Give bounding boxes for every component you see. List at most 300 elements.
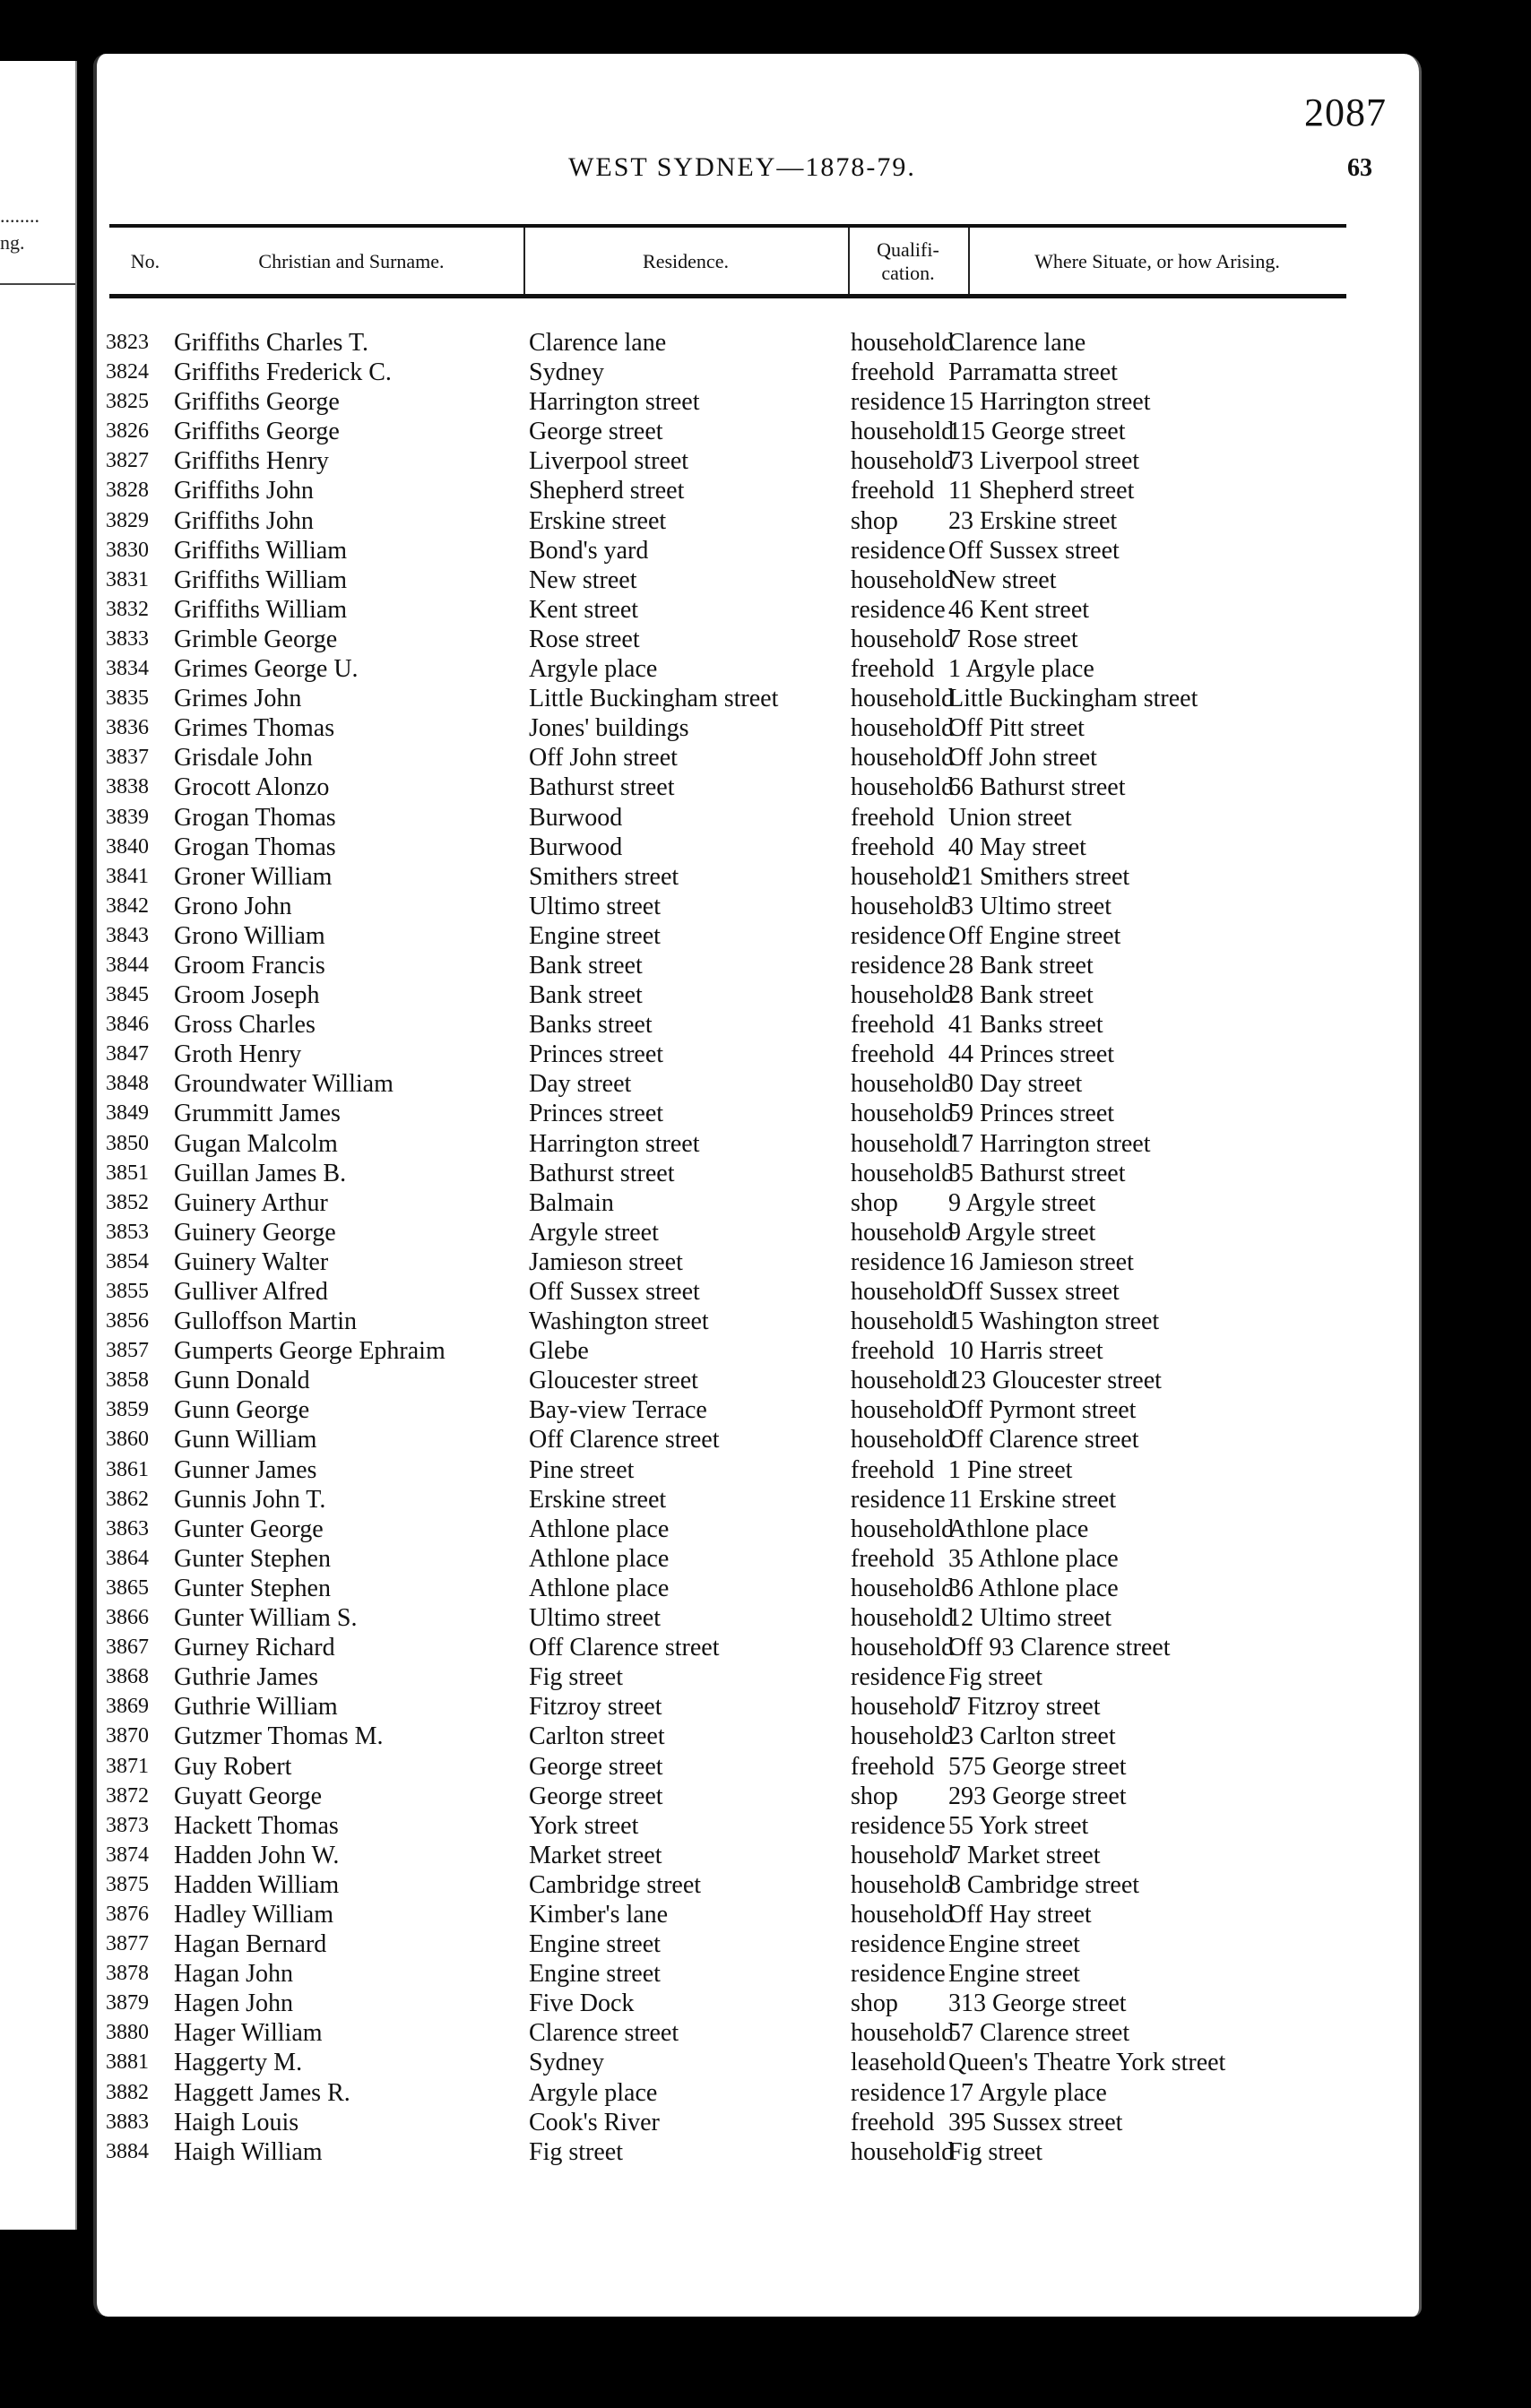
row-number: 3834 (106, 657, 149, 681)
column-header-residence: Residence. (643, 250, 729, 272)
row-residence: New street (529, 565, 637, 594)
table-row (97, 1395, 1419, 1425)
row-residence: Off Sussex street (529, 1278, 700, 1306)
row-where-situate: Off 93 Clarence street (948, 1634, 1171, 1662)
row-name: Groth Henry (174, 1040, 302, 1069)
row-number: 3862 (106, 1487, 149, 1511)
row-where-situate: 1 Argyle place (948, 655, 1094, 684)
row-qualification: household (851, 1722, 955, 1751)
header-rule-top (109, 224, 1346, 228)
row-qualification: freehold (851, 1040, 935, 1069)
row-number: 3878 (106, 1962, 149, 1986)
row-number: 3852 (106, 1190, 149, 1214)
row-residence: Off Clarence street (529, 1634, 720, 1662)
row-number: 3832 (106, 597, 149, 621)
table-row (97, 565, 1419, 595)
table-row (97, 1515, 1419, 1544)
row-residence: York street (529, 1811, 639, 1840)
table-row (97, 358, 1419, 387)
row-residence: Princes street (529, 1100, 664, 1128)
table-row (97, 1662, 1419, 1692)
row-where-situate: Off Pitt street (948, 714, 1085, 743)
row-where-situate: 36 Athlone place (948, 1574, 1119, 1602)
row-name: Gumperts George Ephraim (174, 1337, 445, 1366)
row-where-situate: 12 Ultimo street (948, 1604, 1111, 1633)
row-number: 3838 (106, 775, 149, 799)
row-qualification: household (851, 1574, 955, 1602)
row-where-situate: Off Clarence street (948, 1426, 1139, 1454)
row-qualification: household (851, 2019, 955, 2048)
row-name: Hager William (174, 2019, 323, 2048)
row-qualification: household (851, 418, 955, 446)
row-where-situate: 40 May street (948, 833, 1086, 861)
row-residence: Clarence lane (529, 329, 667, 357)
table-row (97, 1752, 1419, 1782)
row-number: 3829 (106, 508, 149, 532)
row-where-situate: 44 Princes street (948, 1040, 1115, 1069)
row-name: Grogan Thomas (174, 833, 336, 861)
row-where-situate: 395 Sussex street (948, 2108, 1123, 2136)
table-row (97, 833, 1419, 862)
row-number: 3860 (106, 1428, 149, 1452)
row-name: Hadden William (174, 1870, 340, 1899)
row-name: Grimes John (174, 685, 302, 713)
row-number: 3870 (106, 1724, 149, 1748)
row-residence: Market street (529, 1841, 662, 1869)
table-row (97, 1603, 1419, 1633)
row-residence: Glebe (529, 1337, 589, 1366)
row-where-situate: Engine street (948, 1930, 1080, 1959)
row-name: Grocott Alonzo (174, 773, 330, 802)
row-qualification: shop (851, 506, 898, 535)
row-number: 3851 (106, 1161, 149, 1185)
table-row (97, 743, 1419, 772)
column-header-qualification: Qualifi- cation. (877, 238, 939, 284)
row-name: Gunner James (174, 1455, 317, 1484)
row-where-situate: Queen's Theatre York street (948, 2049, 1226, 2077)
row-number: 3876 (106, 1902, 149, 1926)
row-qualification: freehold (851, 358, 935, 387)
row-residence: Shepherd street (529, 477, 685, 505)
table-row (97, 1870, 1419, 1900)
row-where-situate: 10 Harris street (948, 1337, 1103, 1366)
row-number: 3823 (106, 331, 149, 354)
row-qualification: household (851, 1693, 955, 1722)
row-number: 3875 (106, 1872, 149, 1896)
row-qualification: residence (851, 388, 946, 417)
row-qualification: shop (851, 1782, 898, 1810)
row-qualification: residence (851, 536, 946, 565)
row-qualification: residence (851, 1930, 946, 1959)
row-where-situate: Off Engine street (948, 921, 1121, 950)
row-name: Guy Robert (174, 1752, 292, 1781)
row-name: Griffiths George (174, 388, 340, 417)
table-row (97, 2048, 1419, 2077)
row-where-situate: Little Buckingham street (948, 685, 1198, 713)
table-row (97, 476, 1419, 505)
row-number: 3869 (106, 1695, 149, 1719)
row-residence: Fig street (529, 2137, 623, 2166)
table-row (97, 2108, 1419, 2137)
row-number: 3879 (106, 1991, 149, 2015)
row-residence: Bay-view Terrace (529, 1396, 707, 1425)
row-number: 3877 (106, 1932, 149, 1956)
table-row (97, 1159, 1419, 1188)
row-name: Gunnis John T. (174, 1485, 326, 1514)
header-rule-bottom (109, 294, 1346, 298)
row-qualification: household (851, 1070, 955, 1099)
row-where-situate: 23 Erskine street (948, 506, 1118, 535)
row-qualification: household (851, 1515, 955, 1543)
row-qualification: freehold (851, 1752, 935, 1781)
row-where-situate: 46 Kent street (948, 595, 1090, 624)
row-residence: Argyle place (529, 2078, 658, 2107)
row-number: 3880 (106, 2021, 149, 2045)
row-residence: George street (529, 1782, 663, 1810)
table-row (97, 506, 1419, 536)
row-qualification: household (851, 1841, 955, 1869)
row-residence: Burwood (529, 803, 623, 832)
table-row (97, 713, 1419, 743)
row-qualification: residence (851, 1811, 946, 1840)
table-row (97, 1218, 1419, 1247)
row-qualification: freehold (851, 833, 935, 861)
row-name: Grisdale John (174, 744, 313, 772)
row-name: Guyatt George (174, 1782, 323, 1810)
row-number: 3865 (106, 1575, 149, 1600)
row-where-situate: New street (948, 565, 1057, 594)
row-where-situate: Athlone place (948, 1515, 1089, 1543)
row-residence: Pine street (529, 1455, 635, 1484)
table-row (97, 1900, 1419, 1929)
row-qualification: shop (851, 1989, 898, 2018)
row-qualification: residence (851, 2078, 946, 2107)
row-qualification: household (851, 1604, 955, 1633)
row-name: Gunn George (174, 1396, 310, 1425)
row-where-situate: 123 Gloucester street (948, 1367, 1162, 1395)
row-number: 3873 (106, 1813, 149, 1837)
row-qualification: household (851, 1308, 955, 1336)
row-qualification: residence (851, 1485, 946, 1514)
row-number: 3843 (106, 923, 149, 947)
table-row (97, 1010, 1419, 1040)
row-name: Grogan Thomas (174, 803, 336, 832)
row-number: 3855 (106, 1280, 149, 1303)
row-where-situate: 35 Athlone place (948, 1544, 1119, 1573)
row-residence: Bond's yard (529, 536, 649, 565)
table-row (97, 1692, 1419, 1722)
row-qualification: household (851, 1634, 955, 1662)
row-qualification: freehold (851, 477, 935, 505)
left-page-fragment: ng. (0, 231, 25, 254)
row-number: 3871 (106, 1754, 149, 1778)
table-row (97, 1841, 1419, 1870)
table-row (97, 1336, 1419, 1366)
table-row (97, 328, 1419, 358)
row-residence: Kimber's lane (529, 1900, 669, 1929)
row-residence: Jones' buildings (529, 714, 689, 743)
table-row (97, 1069, 1419, 1099)
table-row (97, 772, 1419, 802)
row-number: 3864 (106, 1546, 149, 1570)
table-row (97, 1722, 1419, 1751)
row-where-situate: 293 George street (948, 1782, 1127, 1810)
row-number: 3856 (106, 1309, 149, 1333)
row-where-situate: 11 Shepherd street (948, 477, 1135, 505)
row-residence: Clarence street (529, 2019, 679, 2048)
table-row (97, 2137, 1419, 2167)
row-where-situate: 23 Carlton street (948, 1722, 1116, 1751)
table-row (97, 1929, 1419, 1959)
row-residence: Carlton street (529, 1722, 665, 1751)
row-name: Hadden John W. (174, 1841, 340, 1869)
row-where-situate: Engine street (948, 1960, 1080, 1989)
row-name: Griffiths George (174, 418, 340, 446)
row-name: Guinery Walter (174, 1247, 329, 1276)
row-residence: Engine street (529, 1960, 661, 1989)
row-where-situate: Off John street (948, 744, 1097, 772)
row-number: 3848 (106, 1072, 149, 1096)
row-where-situate: 30 Day street (948, 1070, 1083, 1099)
row-qualification: household (851, 714, 955, 743)
table-row (97, 892, 1419, 921)
row-name: Guthrie James (174, 1663, 318, 1692)
row-name: Gulliver Alfred (174, 1278, 328, 1306)
row-where-situate: 7 Fitzroy street (948, 1693, 1101, 1722)
row-where-situate: 115 George street (948, 418, 1126, 446)
table-row (97, 1425, 1419, 1454)
row-number: 3883 (106, 2110, 149, 2134)
row-where-situate: 8 Cambridge street (948, 1870, 1140, 1899)
left-page-fragment: ........ (0, 204, 39, 227)
row-where-situate: 17 Argyle place (948, 2078, 1107, 2107)
row-number: 3841 (106, 864, 149, 888)
row-number: 3824 (106, 360, 149, 384)
table-row (97, 2078, 1419, 2108)
row-residence: Sydney (529, 358, 604, 387)
row-name: Gugan Malcolm (174, 1129, 338, 1158)
table-row (97, 803, 1419, 833)
row-where-situate: 35 Bathurst street (948, 1159, 1126, 1187)
row-name: Groom Joseph (174, 981, 320, 1010)
row-number: 3850 (106, 1131, 149, 1155)
row-number: 3837 (106, 746, 149, 770)
row-residence: George street (529, 418, 663, 446)
row-where-situate: 21 Smithers street (948, 862, 1130, 891)
row-name: Gunn Donald (174, 1367, 310, 1395)
row-where-situate: 7 Market street (948, 1841, 1101, 1869)
row-name: Hackett Thomas (174, 1811, 339, 1840)
row-qualification: freehold (851, 1544, 935, 1573)
row-residence: Fitzroy street (529, 1693, 662, 1722)
row-number: 3859 (106, 1398, 149, 1422)
row-name: Groom Francis (174, 951, 325, 980)
row-residence: Athlone place (529, 1544, 670, 1573)
row-residence: Five Dock (529, 1989, 635, 2018)
row-number: 3854 (106, 1249, 149, 1273)
column-header-name: Christian and Surname. (258, 250, 445, 272)
row-qualification: freehold (851, 803, 935, 832)
row-name: Griffiths William (174, 536, 348, 565)
row-where-situate: 16 Jamieson street (948, 1247, 1134, 1276)
row-number: 3858 (106, 1368, 149, 1393)
row-name: Guinery Arthur (174, 1188, 328, 1217)
table-row (97, 1277, 1419, 1307)
row-qualification: household (851, 1426, 955, 1454)
row-where-situate: 57 Clarence street (948, 2019, 1130, 2048)
row-where-situate: Parramatta street (948, 358, 1118, 387)
row-residence: Sydney (529, 2049, 604, 2077)
row-number: 3857 (106, 1339, 149, 1363)
register-page (93, 54, 1422, 2317)
row-residence: Harrington street (529, 388, 700, 417)
page-number: 2087 (1304, 91, 1387, 134)
table-row (97, 1129, 1419, 1159)
row-residence: Ultimo street (529, 892, 661, 920)
table-row (97, 1959, 1419, 1989)
row-residence: Engine street (529, 921, 661, 950)
row-residence: Banks street (529, 1011, 653, 1040)
row-name: Gunter William S. (174, 1604, 358, 1633)
row-residence: Bathurst street (529, 1159, 675, 1187)
row-qualification: freehold (851, 1011, 935, 1040)
row-name: Haigh William (174, 2137, 323, 2166)
row-name: Griffiths William (174, 595, 348, 624)
row-number: 3842 (106, 893, 149, 918)
row-number: 3825 (106, 390, 149, 414)
table-row (97, 1811, 1419, 1841)
table-row (97, 417, 1419, 446)
row-name: Haigh Louis (174, 2108, 299, 2136)
row-where-situate: 41 Banks street (948, 1011, 1103, 1040)
row-name: Haggett James R. (174, 2078, 350, 2107)
table-row (97, 387, 1419, 417)
table-row (97, 446, 1419, 476)
row-residence: Smithers street (529, 862, 679, 891)
table-row (97, 1366, 1419, 1395)
row-number: 3833 (106, 626, 149, 651)
row-qualification: household (851, 685, 955, 713)
left-page-edge (0, 61, 77, 2230)
row-qualification: freehold (851, 1455, 935, 1484)
row-residence: Little Buckingham street (529, 685, 779, 713)
row-name: Grimes George U. (174, 655, 359, 684)
row-number: 3831 (106, 567, 149, 591)
row-name: Gunter Stephen (174, 1574, 331, 1602)
row-where-situate: 1 Pine street (948, 1455, 1073, 1484)
row-qualification: residence (851, 1960, 946, 1989)
row-qualification: household (851, 1870, 955, 1899)
row-residence: George street (529, 1752, 663, 1781)
row-number: 3826 (106, 419, 149, 444)
left-page-rule (0, 283, 75, 285)
row-number: 3840 (106, 834, 149, 859)
column-header-where: Where Situate, or how Arising. (1034, 250, 1280, 272)
table-row (97, 536, 1419, 565)
table-row (97, 625, 1419, 654)
row-residence: Liverpool street (529, 447, 689, 476)
row-name: Gulloffson Martin (174, 1308, 358, 1336)
row-residence: Off John street (529, 744, 678, 772)
row-name: Grono John (174, 892, 292, 920)
row-residence: Jamieson street (529, 1247, 683, 1276)
row-name: Griffiths John (174, 477, 314, 505)
row-where-situate: 15 Harrington street (948, 388, 1151, 417)
row-residence: Off Clarence street (529, 1426, 720, 1454)
row-number: 3845 (106, 983, 149, 1007)
row-number: 3872 (106, 1783, 149, 1808)
row-residence: Washington street (529, 1308, 709, 1336)
row-name: Gurney Richard (174, 1634, 335, 1662)
row-name: Groner William (174, 862, 333, 891)
row-residence: Princes street (529, 1040, 664, 1069)
table-row (97, 1989, 1419, 2018)
table-row (97, 1455, 1419, 1485)
row-qualification: household (851, 1900, 955, 1929)
row-qualification: freehold (851, 2108, 935, 2136)
page-sub-number: 63 (1347, 154, 1372, 182)
row-qualification: residence (851, 951, 946, 980)
row-number: 3882 (106, 2080, 149, 2104)
row-name: Guinery George (174, 1218, 336, 1247)
table-row (97, 1188, 1419, 1218)
row-where-situate: Clarence lane (948, 329, 1086, 357)
row-where-situate: 575 George street (948, 1752, 1127, 1781)
table-row (97, 980, 1419, 1010)
row-qualification: shop (851, 1188, 898, 1217)
row-where-situate: 73 Liverpool street (948, 447, 1140, 476)
row-qualification: freehold (851, 1337, 935, 1366)
register-table-body (97, 328, 1419, 2167)
row-number: 3863 (106, 1516, 149, 1541)
row-name: Grummitt James (174, 1100, 341, 1128)
row-residence: Harrington street (529, 1129, 700, 1158)
row-qualification: household (851, 981, 955, 1010)
row-number: 3866 (106, 1606, 149, 1630)
row-residence: Erskine street (529, 506, 667, 535)
row-number: 3868 (106, 1665, 149, 1689)
row-name: Hagan John (174, 1960, 293, 1989)
row-qualification: residence (851, 1663, 946, 1692)
row-qualification: household (851, 862, 955, 891)
row-where-situate: Off Hay street (948, 1900, 1092, 1929)
row-number: 3828 (106, 479, 149, 503)
row-qualification: household (851, 1159, 955, 1187)
row-number: 3861 (106, 1457, 149, 1481)
table-row (97, 921, 1419, 951)
row-where-situate: 9 Argyle street (948, 1188, 1096, 1217)
table-row (97, 1099, 1419, 1128)
row-qualification: household (851, 329, 955, 357)
page-title: WEST SYDNEY—1878-79. (568, 152, 916, 182)
row-number: 3846 (106, 1013, 149, 1037)
table-row (97, 1247, 1419, 1277)
row-name: Gunter Stephen (174, 1544, 331, 1573)
row-where-situate: 9 Argyle street (948, 1218, 1096, 1247)
row-qualification: household (851, 1367, 955, 1395)
row-qualification: residence (851, 1247, 946, 1276)
row-number: 3844 (106, 953, 149, 977)
row-residence: Burwood (529, 833, 623, 861)
table-row (97, 654, 1419, 684)
row-number: 3839 (106, 805, 149, 829)
row-residence: Balmain (529, 1188, 614, 1217)
row-where-situate: 28 Bank street (948, 951, 1094, 980)
row-where-situate: Fig street (948, 1663, 1042, 1692)
row-qualification: household (851, 773, 955, 802)
table-row (97, 1574, 1419, 1603)
row-qualification: household (851, 1218, 955, 1247)
